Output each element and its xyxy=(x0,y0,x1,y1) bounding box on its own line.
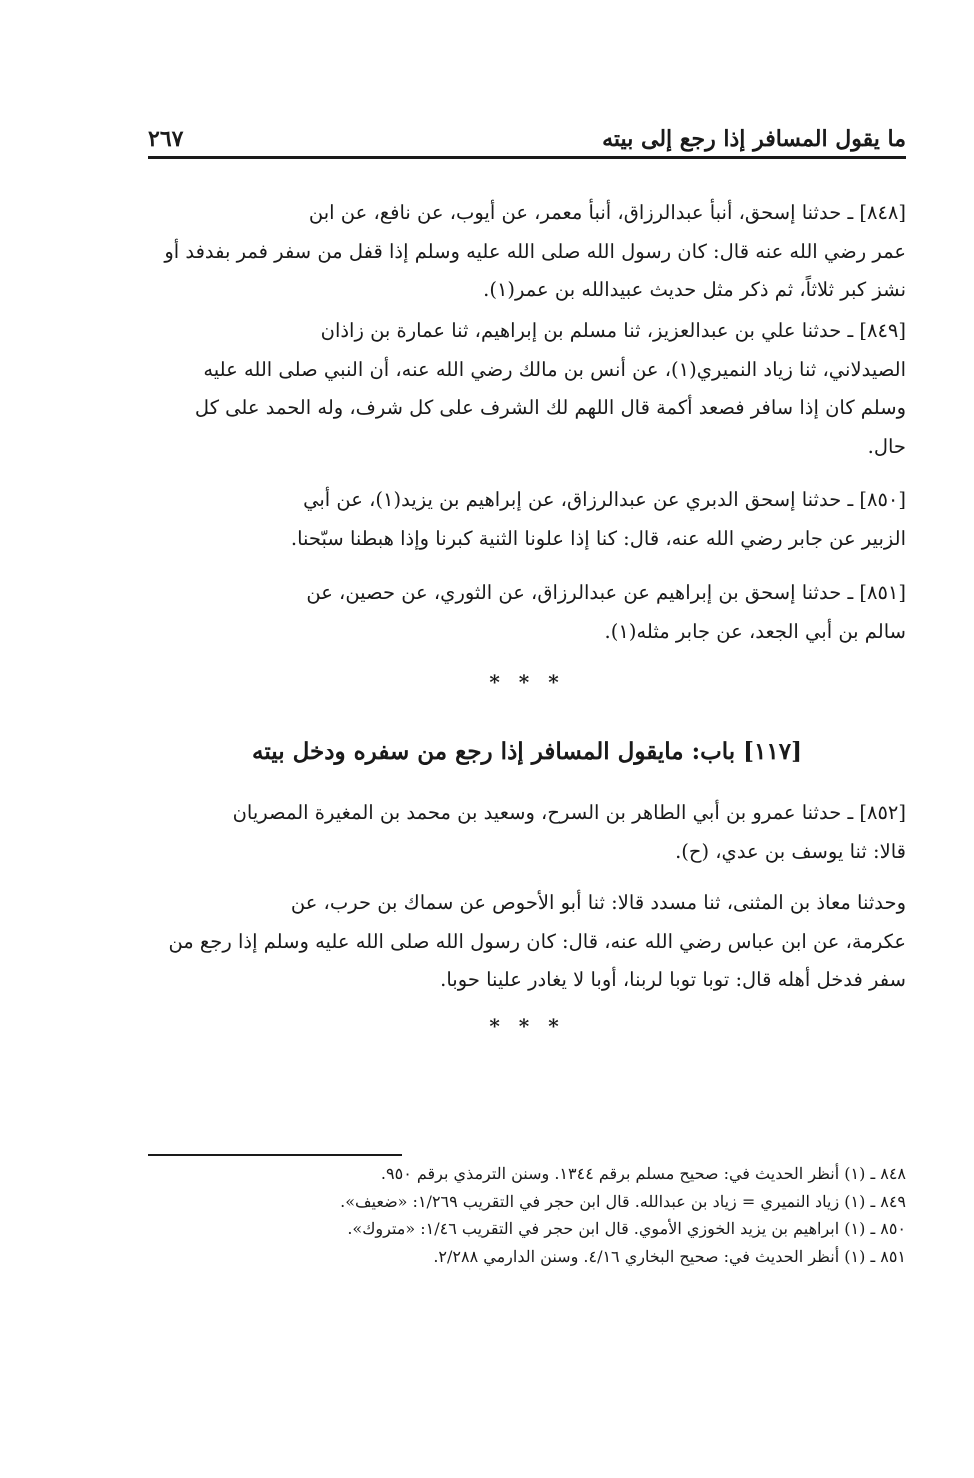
text-line: الصيدلاني، ثنا زياد النميري(١)، عن أنس بن مالك رضي الله عنه، أن النبي صلى الله عليه xyxy=(203,357,906,381)
footnotes xyxy=(148,1160,906,1270)
text-line: حال. xyxy=(867,434,906,458)
section-separator: * * * xyxy=(489,670,565,694)
text-line: عكرمة، عن ابن عباس رضي الله عنه، قال: كان رسول الله صلى الله عليه وسلم إذا رجع من xyxy=(168,929,906,953)
hadith-850 xyxy=(148,481,906,558)
section-separator: * * * xyxy=(489,1014,565,1038)
hadith-849 xyxy=(148,312,906,466)
text-line: وسلم كان إذا سافر فصعد أكمة قال اللهم لك الشرف على كل شرف، وله الحمد على كل xyxy=(194,396,906,419)
text-line: نشز كبر ثلاثاً، ثم ذكر مثل حديث عبيدالله بن عمر(١). xyxy=(483,278,906,301)
text-line: سفر فدخل أهله قال: توبا توبا لربنا، أوبا لا يغادر علينا حوبا. xyxy=(440,968,906,991)
hadith-852 xyxy=(148,794,906,871)
text-line: عمر رضي الله عنه قال: كان رسول الله صلى الله عليه وسلم إذا قفل من سفر فمر بفدفد أو xyxy=(164,239,906,263)
text-line: [٨٤٨] ـ حدثنا إسحق، أنبأ عبدالرزاق، أنبأ معمر، عن أيوب، عن نافع، عن ابن xyxy=(308,201,906,224)
text-line: قالا: ثنا يوسف بن عدي، (ح). xyxy=(675,839,906,863)
text-line: الزبير عن جابر رضي الله عنه، قال: كنا إذا علونا الثنية كبرنا وإذا هبطنا سبّحنا. xyxy=(290,526,906,550)
running-title: ما يقول المسافر إذا رجع إلى بيته xyxy=(602,126,906,152)
page-number: ٢٦٧ xyxy=(148,126,184,152)
text-line: [٨٤٩] ـ حدثنا علي بن عبدالعزيز، ثنا مسلم بن إبراهيم، ثنا عمارة بن زاذان xyxy=(320,319,906,342)
footnote-848: ٨٤٨ ـ (١) أنظر الحديث في: صحيح مسلم برقم ١٣٤٤. وسنن الترمذي برقم ٩٥٠. xyxy=(380,1164,906,1183)
book-page xyxy=(148,0,906,1478)
text-line: [٨٥١] ـ حدثنا إسحق بن إبراهيم عن عبدالرزاق، عن الثوري، عن حصين، عن xyxy=(306,581,906,604)
footnote-849: ٨٤٩ ـ (١) زياد النميري = زياد بن عبدالله. قال ابن حجر في التقريب ١/٢٦٩: «ضعيف». xyxy=(340,1191,906,1211)
footnote-850: ٨٥٠ ـ (١) ابراهيم بن يزيد الخوزي الأموي. قال ابن حجر في التقريب ١/٤٦: «متروك». xyxy=(347,1219,906,1238)
footnote-851: ٨٥١ ـ (١) أنظر الحديث في: صحيح البخاري ٤/١٦. وسنن الدارمي ٢/٢٨٨. xyxy=(433,1246,906,1266)
text-line: سالم بن أبي الجعد، عن جابر مثله(١). xyxy=(604,619,906,643)
hadith-851 xyxy=(148,574,906,651)
text-line: وحدثنا معاذ بن المثنى، ثنا مسدد قالا: ثنا أبو الأحوص عن سماك بن حرب، عن xyxy=(290,891,906,914)
text-line: [٨٥٢] ـ حدثنا عمرو بن أبي الطاهر بن السرح، وسعيد بن محمد بن المغيرة المصريان xyxy=(232,801,906,824)
text-line: [٨٥٠] ـ حدثنا إسحق الدبري عن عبدالرزاق، عن إبراهيم بن يزيد(١)، عن أبي xyxy=(303,488,906,511)
hadith-852-second-chain xyxy=(148,884,906,1000)
running-header xyxy=(148,114,906,159)
footnote-divider xyxy=(148,1154,402,1156)
chapter-heading: [١١٧] باب: مايقول المسافر إذا رجع من سفره ودخل بيته xyxy=(252,738,802,765)
hadith-848 xyxy=(148,194,906,310)
